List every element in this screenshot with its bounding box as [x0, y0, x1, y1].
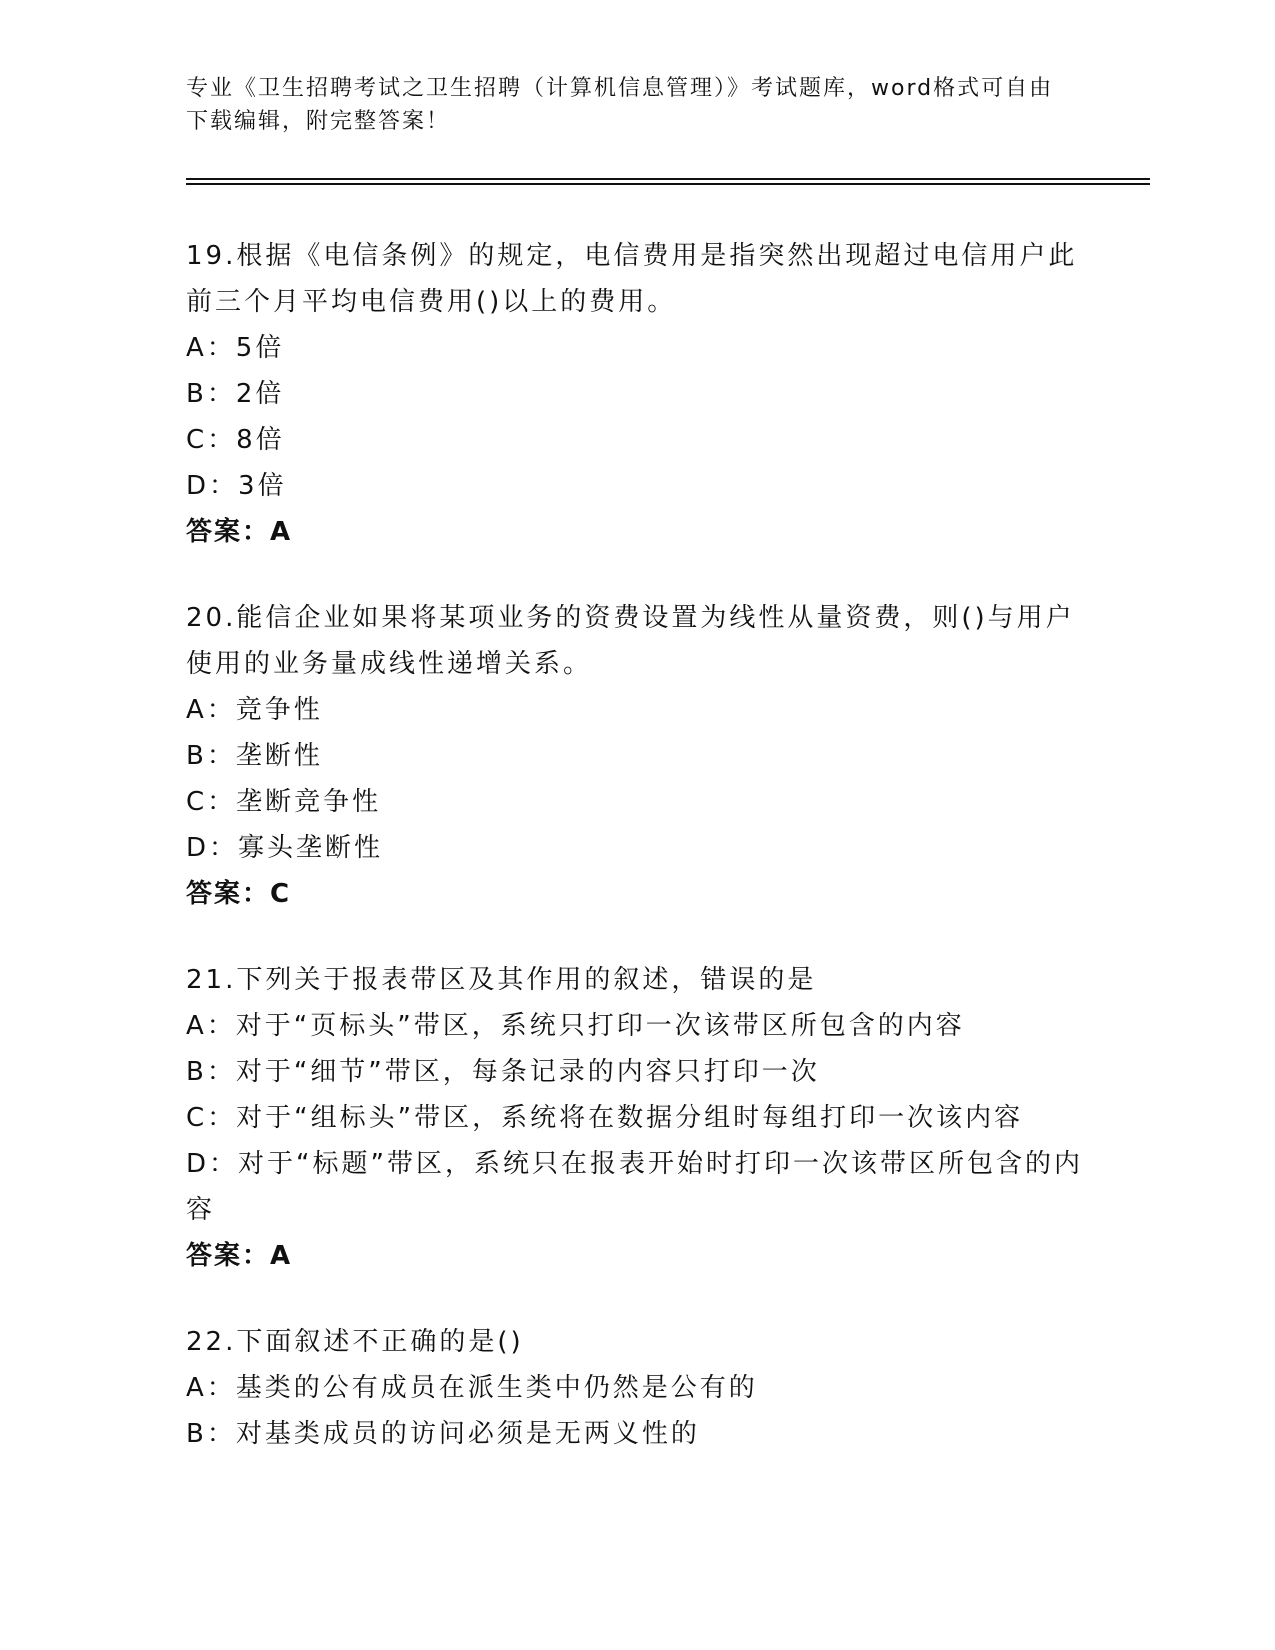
answer: 答案：A [186, 1241, 293, 1271]
header-divider-top [186, 178, 1150, 180]
question-20 [186, 595, 1086, 917]
option-b: B：对基类成员的访问必须是无两义性的 [186, 1419, 700, 1449]
option-b: B：2倍 [186, 379, 285, 409]
question-21 [186, 957, 1086, 1279]
header-description: 专业《卫生招聘考试之卫生招聘（计算机信息管理）》考试题库，word格式可自由下载编辑，附完整答案！ [186, 76, 1054, 134]
question-22 [186, 1319, 1086, 1457]
header-divider-bottom [186, 183, 1150, 185]
option-b: B：垄断性 [186, 741, 323, 771]
question-stem: 20.能信企业如果将某项业务的资费设置为线性从量资费，则()与用户使用的业务量成线性递增关系。 [186, 603, 1075, 679]
option-a: A：竞争性 [186, 695, 323, 725]
question-19 [186, 233, 1086, 555]
option-d: D：对于“标题”带区，系统只在报表开始时打印一次该带区所包含的内容 [186, 1149, 1083, 1225]
question-stem: 19.根据《电信条例》的规定，电信费用是指突然出现超过电信用户此前三个月平均电信费用()以上的费用。 [186, 241, 1078, 317]
option-a: A：基类的公有成员在派生类中仍然是公有的 [186, 1373, 758, 1403]
option-d: D：寡头垄断性 [186, 833, 384, 863]
answer: 答案：A [186, 517, 293, 547]
option-a: A：5倍 [186, 333, 285, 363]
option-b: B：对于“细节”带区，每条记录的内容只打印一次 [186, 1057, 820, 1087]
option-c: C：垄断竞争性 [186, 787, 382, 817]
question-stem: 21.下列关于报表带区及其作用的叙述，错误的是 [186, 965, 817, 995]
answer: 答案：C [186, 879, 292, 909]
question-stem: 22.下面叙述不正确的是() [186, 1327, 524, 1357]
question-list [186, 233, 1086, 1497]
option-c: C：8倍 [186, 425, 285, 455]
option-d: D：3倍 [186, 471, 287, 501]
option-a: A：对于“页标头”带区，系统只打印一次该带区所包含的内容 [186, 1011, 965, 1041]
option-c: C：对于“组标头”带区，系统将在数据分组时每组打印一次该内容 [186, 1103, 1024, 1133]
